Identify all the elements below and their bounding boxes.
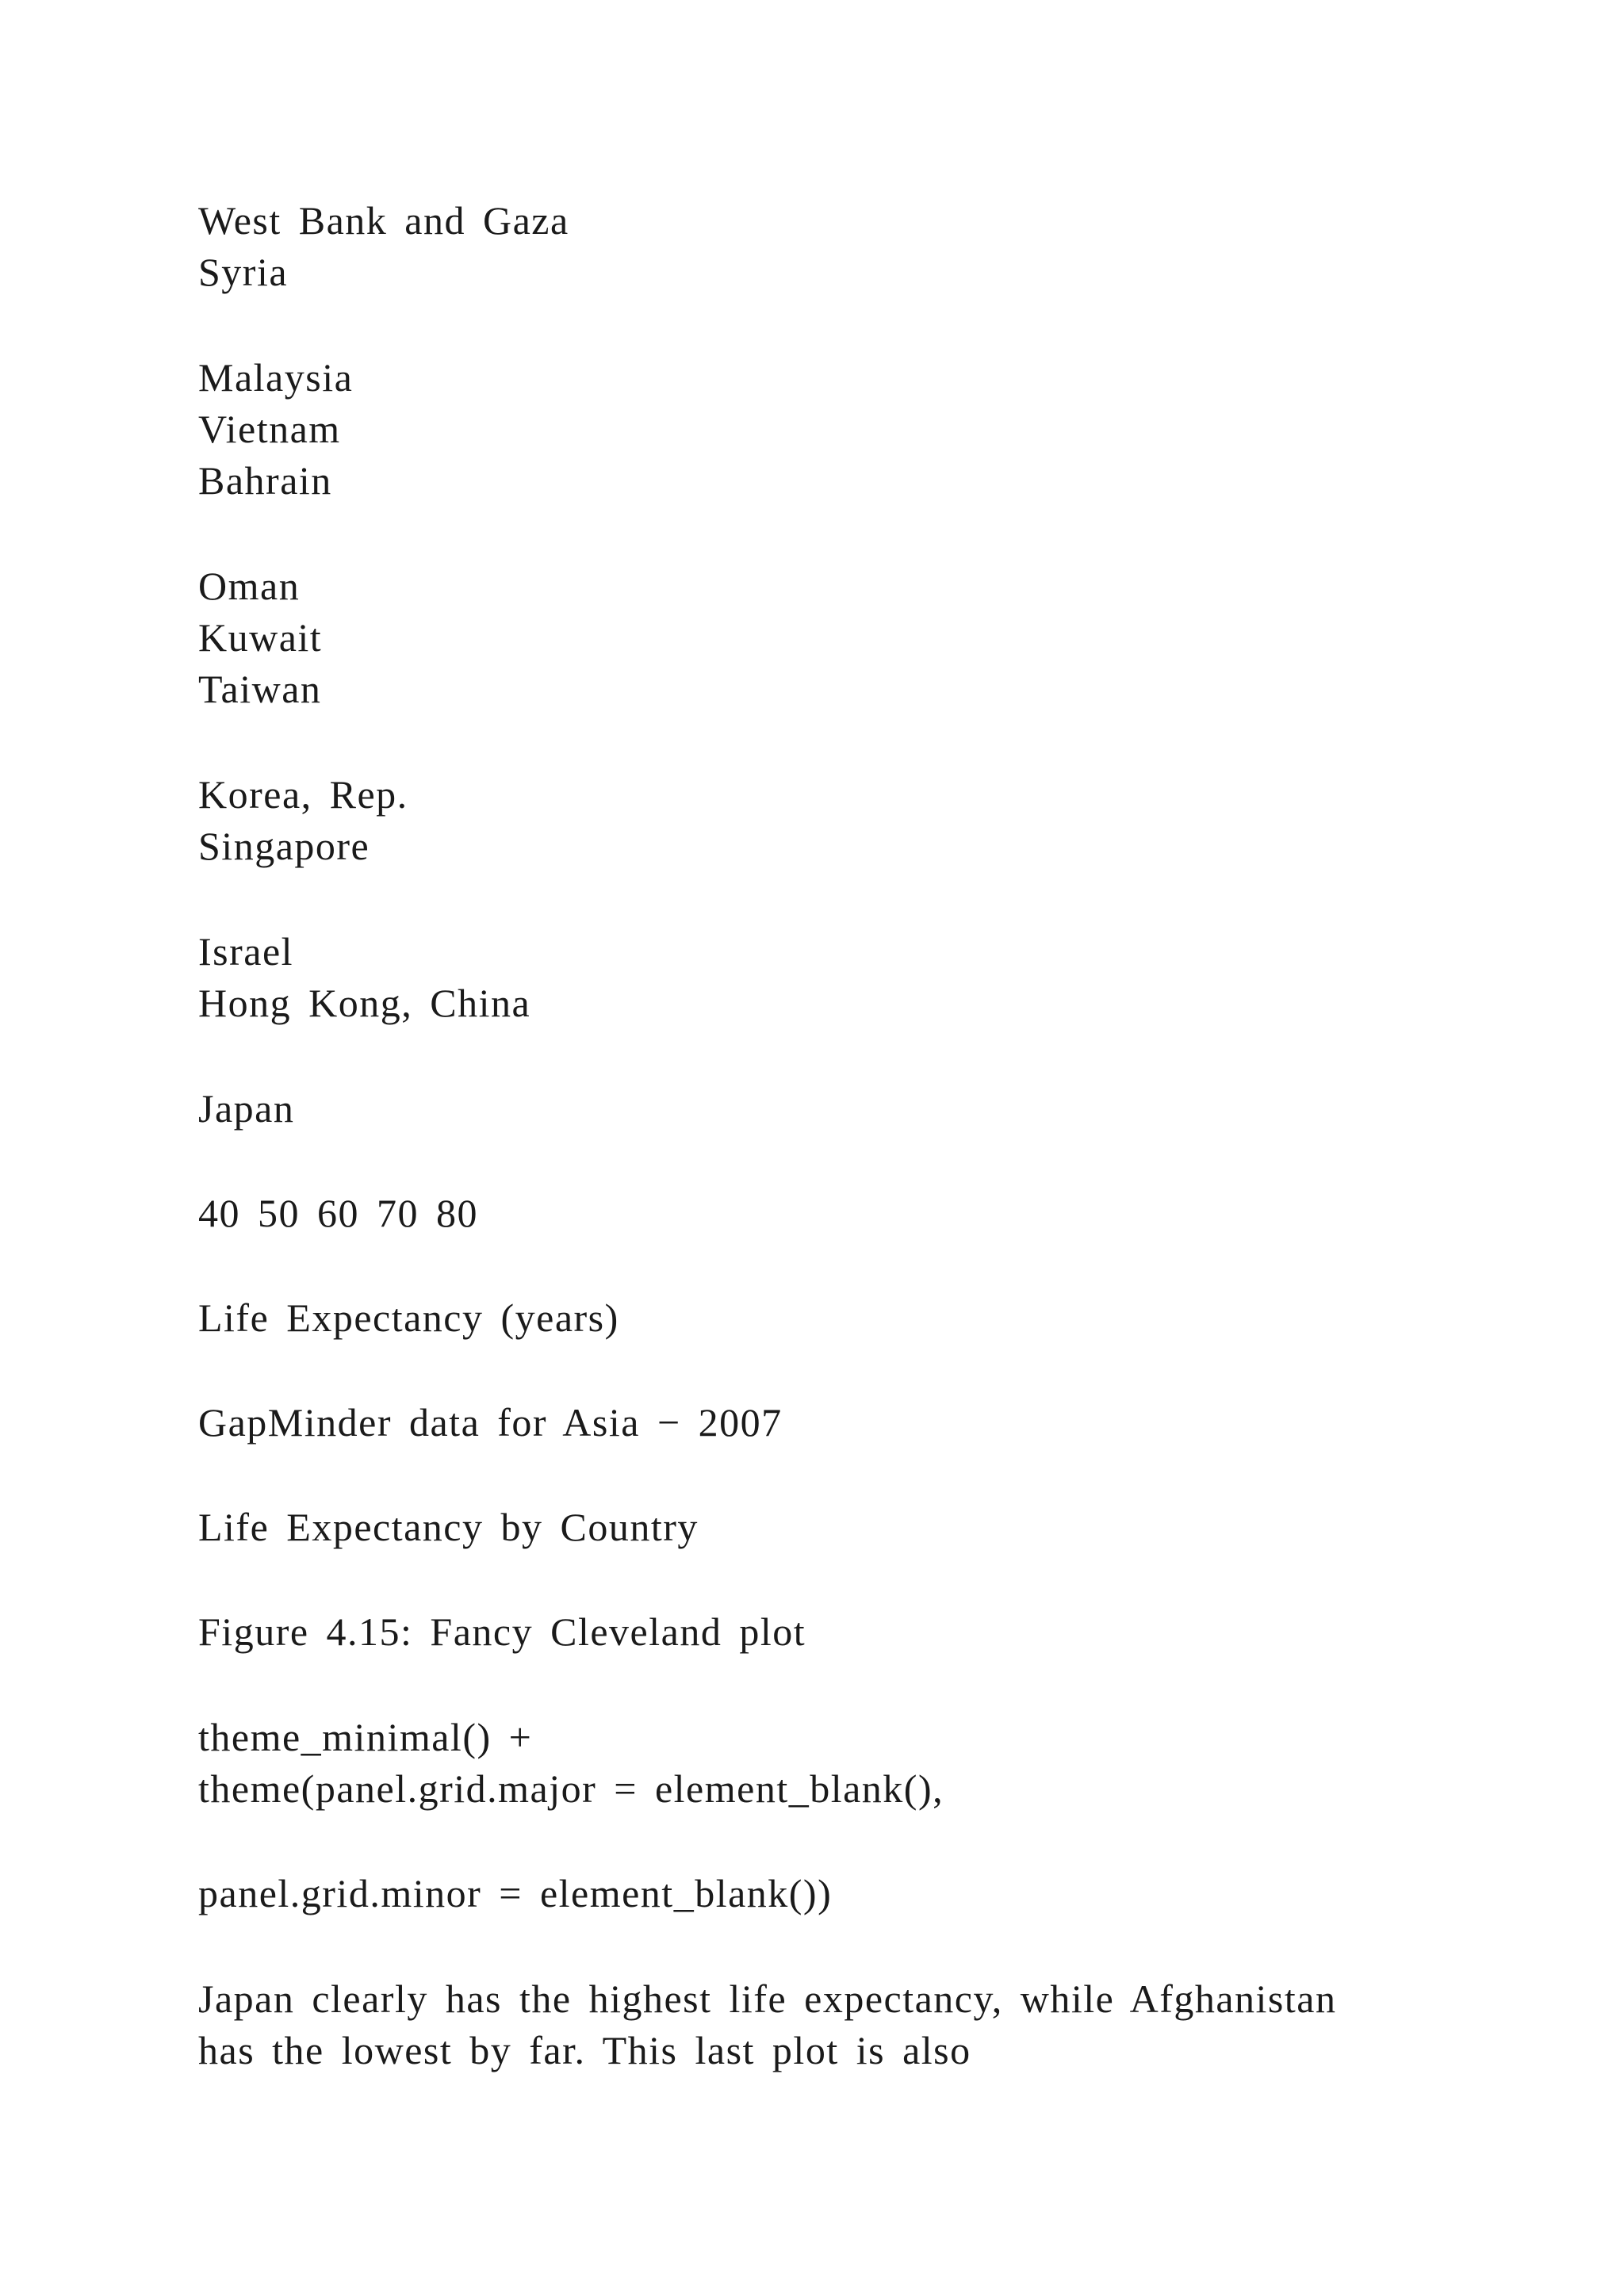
country-label: Japan [198, 1086, 295, 1131]
country-label: Malaysia [198, 355, 354, 400]
country-label: Taiwan [198, 667, 322, 711]
subtitle: GapMinder data for Asia − 2007 [198, 1400, 783, 1445]
country-label: Israel [198, 929, 294, 974]
country-label: Hong Kong, China [198, 981, 531, 1025]
country-label: Oman [198, 564, 301, 608]
code-line: theme(panel.grid.major = element_blank(), [198, 1766, 944, 1811]
code-line: panel.grid.minor = element_blank()) [198, 1871, 833, 1915]
paragraph-line: Japan clearly has the highest life expectancy, while Afghanistan [198, 1976, 1337, 2021]
paragraph-line: has the lowest by far. This last plot is also [198, 2028, 971, 2072]
axis-ticks: 40 50 60 70 80 [198, 1191, 478, 1235]
country-label: Kuwait [198, 615, 323, 660]
code-line: theme_minimal() + [198, 1715, 533, 1759]
country-label: Korea, Rep. [198, 772, 408, 817]
figure-caption: Figure 4.15: Fancy Cleveland plot [198, 1609, 806, 1654]
country-label: Singapore [198, 824, 370, 868]
country-label: Syria [198, 250, 289, 294]
country-label: West Bank and Gaza [198, 198, 569, 243]
title: Life Expectancy by Country [198, 1505, 699, 1549]
country-label: Bahrain [198, 458, 332, 503]
axis-label: Life Expectancy (years) [198, 1295, 619, 1340]
country-label: Vietnam [198, 407, 341, 451]
